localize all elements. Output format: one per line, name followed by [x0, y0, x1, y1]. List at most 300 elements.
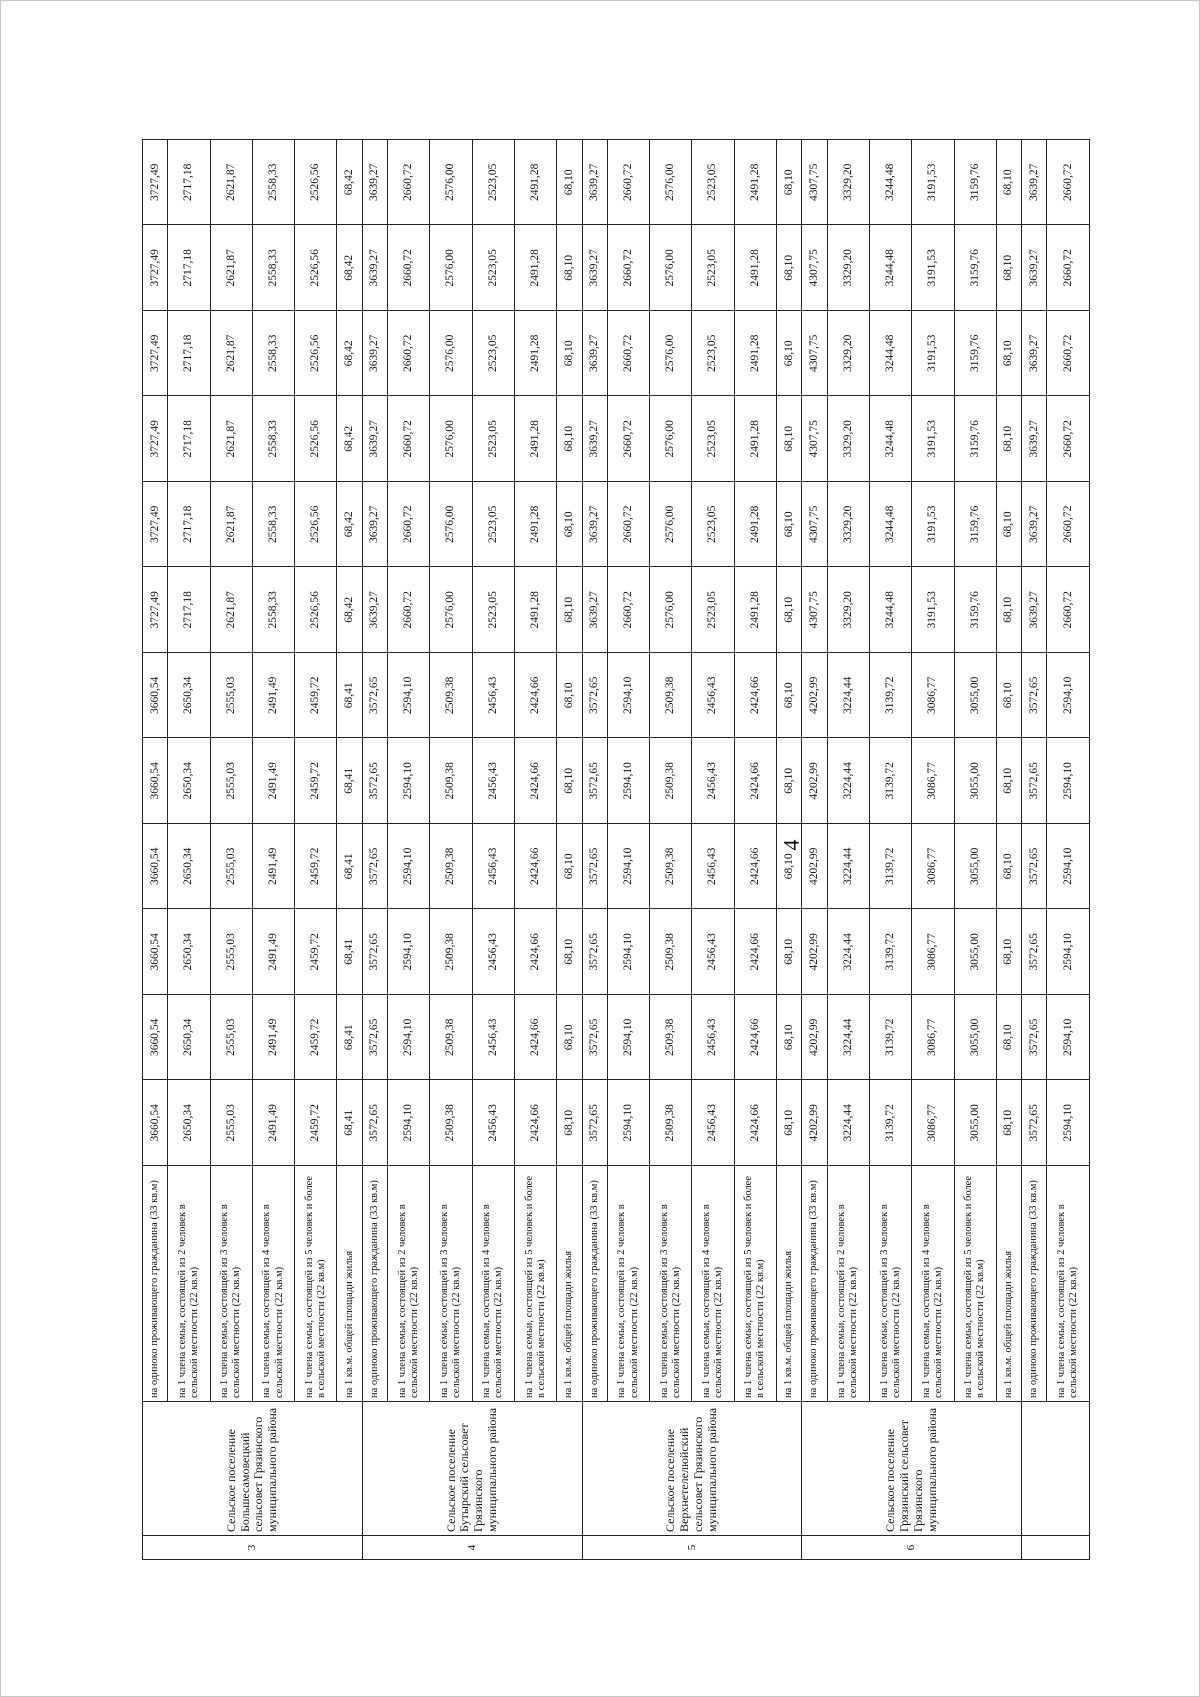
cost-value: 2456,43 — [472, 995, 514, 1081]
cost-value: 3572,65 — [582, 909, 607, 995]
cost-value: 3329,20 — [827, 140, 869, 226]
cost-value: 2509,38 — [430, 738, 472, 824]
cost-value: 68,10 — [996, 824, 1021, 910]
cost-value: 2660,72 — [1047, 396, 1090, 482]
cost-value: 2558,33 — [252, 567, 294, 653]
cost-value: 3055,00 — [954, 824, 996, 910]
table-row — [210, 140, 252, 1560]
cost-value: 3244,48 — [869, 225, 911, 311]
cost-value: 68,10 — [996, 995, 1021, 1081]
table-row — [472, 140, 514, 1560]
cost-value: 2660,72 — [388, 396, 430, 482]
table-row — [954, 140, 996, 1560]
cost-value: 2621,87 — [210, 396, 252, 482]
cost-value: 3639,27 — [362, 140, 387, 226]
cost-value: 3086,77 — [912, 653, 954, 739]
table-row — [430, 140, 472, 1560]
cost-value: 2424,66 — [514, 653, 556, 739]
cost-value: 3139,72 — [869, 738, 911, 824]
cost-value: 2424,66 — [514, 824, 556, 910]
cost-value: 4307,75 — [802, 567, 827, 653]
cost-value: 2594,10 — [607, 909, 649, 995]
cost-value: 2717,18 — [168, 311, 210, 397]
cost-value: 3572,65 — [362, 1080, 387, 1166]
cost-value: 68,10 — [777, 140, 802, 226]
cost-value: 3639,27 — [582, 225, 607, 311]
cost-value: 2523,05 — [472, 225, 514, 311]
settlement-name: Сельское поселение Бутырский сельсовет Грязинского муниципального района — [362, 1402, 582, 1536]
cost-value: 3191,53 — [912, 567, 954, 653]
cost-value: 2456,43 — [472, 653, 514, 739]
cost-value: 2491,28 — [734, 482, 776, 568]
norm-description: на 1 члена семьи, состоящей из 2 человек в сельской местности (22 кв.м) — [607, 1166, 649, 1402]
cost-value: 2424,66 — [734, 1080, 776, 1166]
cost-value: 2660,72 — [1047, 140, 1090, 226]
norm-description: на 1 члена семьи, состоящей из 2 человек в сельской местности (22 кв.м) — [168, 1166, 210, 1402]
cost-value: 3639,27 — [1022, 225, 1047, 311]
settlement-name — [1022, 1402, 1090, 1536]
cost-value: 2523,05 — [692, 311, 734, 397]
cost-value: 2424,66 — [514, 1080, 556, 1166]
cost-value: 2523,05 — [692, 482, 734, 568]
cost-value: 2456,43 — [472, 909, 514, 995]
cost-value: 68,10 — [996, 225, 1021, 311]
cost-value: 3572,65 — [362, 653, 387, 739]
cost-value: 3139,72 — [869, 653, 911, 739]
cost-value: 3329,20 — [827, 567, 869, 653]
cost-value: 68,10 — [996, 738, 1021, 824]
cost-value: 3244,48 — [869, 567, 911, 653]
cost-value: 3572,65 — [362, 824, 387, 910]
settlement-name: Сельское поселение Грязинский сельсовет Грязинского муниципального района — [802, 1402, 1022, 1536]
cost-value: 2621,87 — [210, 140, 252, 226]
norm-description: на 1 члена семьи, состоящей из 4 человек в сельской местности (22 кв.м) — [912, 1166, 954, 1402]
cost-value: 3055,00 — [954, 1080, 996, 1166]
cost-value: 2576,00 — [650, 225, 692, 311]
cost-value: 2576,00 — [650, 311, 692, 397]
tariff-table — [142, 139, 1090, 1560]
cost-value: 2660,72 — [388, 140, 430, 226]
cost-value: 3086,77 — [912, 995, 954, 1081]
cost-value: 68,10 — [996, 482, 1021, 568]
cost-value: 2650,34 — [168, 909, 210, 995]
cost-value: 2456,43 — [692, 738, 734, 824]
cost-value: 3224,44 — [827, 995, 869, 1081]
norm-description: на 1 кв.м. общей площади жилья — [996, 1166, 1021, 1402]
cost-value: 68,41 — [337, 653, 362, 739]
cost-value: 3191,53 — [912, 225, 954, 311]
cost-value: 3329,20 — [827, 225, 869, 311]
cost-value: 2594,10 — [607, 824, 649, 910]
cost-value: 3159,76 — [954, 311, 996, 397]
norm-description: на 1 члена семьи, состоящей из 5 человек и более в сельской местности (22 кв.м) — [954, 1166, 996, 1402]
cost-value: 2660,72 — [607, 225, 649, 311]
cost-value: 3159,76 — [954, 140, 996, 226]
cost-value: 68,10 — [557, 653, 582, 739]
cost-value: 68,10 — [557, 311, 582, 397]
cost-value: 2424,66 — [514, 995, 556, 1081]
cost-value: 2509,38 — [650, 909, 692, 995]
cost-value: 68,42 — [337, 482, 362, 568]
cost-value: 68,42 — [337, 311, 362, 397]
table-row — [388, 140, 430, 1560]
cost-value: 2509,38 — [430, 1080, 472, 1166]
norm-description: на 1 члена семьи, состоящей из 2 человек в сельской местности (22 кв.м) — [388, 1166, 430, 1402]
cost-value: 2576,00 — [430, 567, 472, 653]
cost-value: 68,10 — [996, 909, 1021, 995]
cost-value: 3086,77 — [912, 909, 954, 995]
norm-description: на 1 члена семьи, состоящей из 4 человек в сельской местности (22 кв.м) — [692, 1166, 734, 1402]
cost-value: 3224,44 — [827, 909, 869, 995]
cost-value: 3572,65 — [362, 995, 387, 1081]
cost-value: 3572,65 — [1022, 824, 1047, 910]
cost-value: 3329,20 — [827, 396, 869, 482]
cost-value: 2459,72 — [295, 1080, 337, 1166]
norm-description: на одиноко проживающего гражданина (33 кв.м) — [362, 1166, 387, 1402]
cost-value: 3639,27 — [1022, 567, 1047, 653]
cost-value: 2456,43 — [692, 909, 734, 995]
cost-value: 2491,28 — [734, 311, 776, 397]
cost-value: 4307,75 — [802, 311, 827, 397]
table-row — [692, 140, 734, 1560]
cost-value: 2650,34 — [168, 653, 210, 739]
cost-value: 2523,05 — [472, 567, 514, 653]
cost-value: 2509,38 — [650, 824, 692, 910]
table-row — [168, 140, 210, 1560]
cost-value: 2509,38 — [650, 738, 692, 824]
cost-value: 68,10 — [557, 396, 582, 482]
cost-value: 2555,03 — [210, 995, 252, 1081]
cost-value: 3572,65 — [362, 738, 387, 824]
cost-value: 3159,76 — [954, 567, 996, 653]
table-row — [912, 140, 954, 1560]
cost-value: 2459,72 — [295, 995, 337, 1081]
cost-value: 2491,28 — [514, 225, 556, 311]
cost-value: 3639,27 — [1022, 311, 1047, 397]
cost-value: 68,10 — [557, 225, 582, 311]
cost-value: 68,10 — [777, 824, 802, 910]
cost-value: 2576,00 — [650, 567, 692, 653]
cost-value: 68,41 — [337, 824, 362, 910]
cost-value: 3660,54 — [143, 738, 168, 824]
cost-value: 3639,27 — [582, 482, 607, 568]
cost-value: 2523,05 — [472, 482, 514, 568]
cost-value: 2424,66 — [734, 738, 776, 824]
cost-value: 3244,48 — [869, 396, 911, 482]
cost-value: 68,10 — [777, 482, 802, 568]
cost-value: 3224,44 — [827, 1080, 869, 1166]
cost-value: 3244,48 — [869, 311, 911, 397]
cost-value: 4202,99 — [802, 738, 827, 824]
cost-value: 2660,72 — [1047, 311, 1090, 397]
cost-value: 68,42 — [337, 396, 362, 482]
cost-value: 68,10 — [557, 1080, 582, 1166]
table-row — [734, 140, 776, 1560]
cost-value: 2491,28 — [514, 482, 556, 568]
cost-value: 2424,66 — [734, 995, 776, 1081]
cost-value: 3639,27 — [362, 567, 387, 653]
cost-value: 3572,65 — [1022, 1080, 1047, 1166]
cost-value: 2594,10 — [1047, 909, 1090, 995]
cost-value: 2509,38 — [430, 995, 472, 1081]
settlement-name: Сельское поселение Большесамовецкий сельсовет Грязинского муниципального района — [143, 1402, 363, 1536]
cost-value: 2621,87 — [210, 311, 252, 397]
cost-value: 4307,75 — [802, 396, 827, 482]
cost-value: 2660,72 — [388, 482, 430, 568]
cost-value: 3660,54 — [143, 824, 168, 910]
cost-value: 2594,10 — [388, 909, 430, 995]
cost-value: 2526,56 — [295, 567, 337, 653]
cost-value: 2491,49 — [252, 824, 294, 910]
cost-value: 2621,87 — [210, 225, 252, 311]
cost-value: 68,10 — [996, 567, 1021, 653]
cost-value: 4307,75 — [802, 140, 827, 226]
cost-value: 3244,48 — [869, 482, 911, 568]
cost-value: 68,10 — [777, 567, 802, 653]
cost-value: 2424,66 — [514, 738, 556, 824]
cost-value: 2650,34 — [168, 995, 210, 1081]
table-row — [295, 140, 337, 1560]
cost-value: 3086,77 — [912, 1080, 954, 1166]
cost-value: 2594,10 — [607, 995, 649, 1081]
cost-value: 3660,54 — [143, 653, 168, 739]
cost-value: 2491,28 — [514, 396, 556, 482]
cost-value: 2594,10 — [388, 824, 430, 910]
norm-description: на 1 кв.м. общей площади жилья — [777, 1166, 802, 1402]
norm-description: на 1 члена семьи, состоящей из 2 человек в сельской местности (22 кв.м) — [827, 1166, 869, 1402]
cost-value: 2558,33 — [252, 396, 294, 482]
cost-value: 3191,53 — [912, 482, 954, 568]
cost-value: 4307,75 — [802, 225, 827, 311]
cost-value: 2717,18 — [168, 140, 210, 226]
cost-value: 2523,05 — [692, 140, 734, 226]
cost-value: 2717,18 — [168, 225, 210, 311]
cost-value: 3639,27 — [1022, 396, 1047, 482]
cost-value: 3572,65 — [1022, 995, 1047, 1081]
cost-value: 2576,00 — [650, 482, 692, 568]
cost-value: 2491,49 — [252, 909, 294, 995]
cost-value: 3660,54 — [143, 1080, 168, 1166]
norm-description: на 1 кв.м. общей площади жилья — [337, 1166, 362, 1402]
cost-value: 2509,38 — [430, 824, 472, 910]
row-number: 5 — [582, 1536, 802, 1560]
cost-value: 4202,99 — [802, 824, 827, 910]
cost-value: 2717,18 — [168, 567, 210, 653]
cost-value: 2509,38 — [430, 909, 472, 995]
cost-value: 2491,28 — [734, 396, 776, 482]
cost-value: 2509,38 — [650, 995, 692, 1081]
cost-value: 2491,28 — [734, 225, 776, 311]
cost-value: 2576,00 — [650, 396, 692, 482]
norm-description: на 1 члена семьи, состоящей из 2 человек в сельской местности (22 кв.м) — [1047, 1166, 1090, 1402]
settlement-name: Сельское поселение Верхнетелелюйский сельсовет Грязинского муниципального района — [582, 1402, 802, 1536]
cost-value: 68,41 — [337, 1080, 362, 1166]
cost-value: 68,10 — [777, 738, 802, 824]
cost-value: 2576,00 — [430, 140, 472, 226]
cost-value: 2660,72 — [607, 396, 649, 482]
cost-value: 68,10 — [557, 738, 582, 824]
cost-value: 3159,76 — [954, 225, 996, 311]
cost-value: 2491,28 — [734, 140, 776, 226]
row-number — [1022, 1536, 1090, 1560]
table-row — [650, 140, 692, 1560]
cost-value: 2717,18 — [168, 482, 210, 568]
table-row — [362, 140, 387, 1560]
norm-description: на 1 члена семьи, состоящей из 3 человек в сельской местности (22 кв.м) — [869, 1166, 911, 1402]
cost-value: 3727,49 — [143, 567, 168, 653]
cost-value: 3244,48 — [869, 140, 911, 226]
cost-value: 2576,00 — [430, 225, 472, 311]
cost-value: 3572,65 — [582, 653, 607, 739]
cost-value: 4202,99 — [802, 653, 827, 739]
cost-value: 3639,27 — [362, 311, 387, 397]
cost-value: 2660,72 — [388, 567, 430, 653]
tariff-table-rotated — [142, 140, 1090, 1560]
norm-description: на 1 члена семьи, состоящей из 4 человек в сельской местности (22 кв.м) — [472, 1166, 514, 1402]
norm-description: на 1 члена семьи, состоящей из 3 человек в сельской местности (22 кв.м) — [650, 1166, 692, 1402]
cost-value: 2424,66 — [514, 909, 556, 995]
cost-value: 68,10 — [996, 140, 1021, 226]
row-number: 4 — [362, 1536, 582, 1560]
cost-value: 2558,33 — [252, 140, 294, 226]
norm-description: на 1 члена семьи, состоящей из 3 человек в сельской местности (22 кв.м) — [210, 1166, 252, 1402]
cost-value: 2526,56 — [295, 482, 337, 568]
cost-value: 2491,28 — [514, 140, 556, 226]
cost-value: 2594,10 — [607, 738, 649, 824]
cost-value: 3572,65 — [582, 824, 607, 910]
cost-value: 2594,10 — [388, 738, 430, 824]
cost-value: 3639,27 — [582, 140, 607, 226]
norm-description: на 1 члена семьи, состоящей из 5 человек и более в сельской местности (22 кв.м) — [295, 1166, 337, 1402]
cost-value: 2491,49 — [252, 1080, 294, 1166]
norm-description: на 1 члена семьи, состоящей из 4 человек в сельской местности (22 кв.м) — [252, 1166, 294, 1402]
cost-value: 3329,20 — [827, 311, 869, 397]
cost-value: 3639,27 — [582, 396, 607, 482]
cost-value: 3639,27 — [582, 311, 607, 397]
cost-value: 2509,38 — [650, 1080, 692, 1166]
cost-value: 68,10 — [557, 482, 582, 568]
cost-value: 2459,72 — [295, 653, 337, 739]
cost-value: 3727,49 — [143, 482, 168, 568]
cost-value: 3727,49 — [143, 311, 168, 397]
cost-value: 3139,72 — [869, 1080, 911, 1166]
cost-value: 2576,00 — [650, 140, 692, 226]
table-row — [607, 140, 649, 1560]
table-row — [557, 140, 582, 1560]
cost-value: 2650,34 — [168, 738, 210, 824]
cost-value: 2523,05 — [472, 311, 514, 397]
cost-value: 2621,87 — [210, 482, 252, 568]
cost-value: 2594,10 — [607, 653, 649, 739]
cost-value: 2594,10 — [1047, 1080, 1090, 1166]
norm-description: на 1 члена семьи, состоящей из 5 человек и более в сельской местности (22 кв.м) — [734, 1166, 776, 1402]
cost-value: 68,10 — [996, 396, 1021, 482]
cost-value: 2509,38 — [650, 653, 692, 739]
cost-value: 3727,49 — [143, 396, 168, 482]
cost-value: 3572,65 — [1022, 909, 1047, 995]
cost-value: 2660,72 — [607, 140, 649, 226]
norm-description: на одиноко проживающего гражданина (33 кв.м) — [1022, 1166, 1047, 1402]
cost-value: 3572,65 — [1022, 653, 1047, 739]
cost-value: 3191,53 — [912, 140, 954, 226]
cost-value: 2555,03 — [210, 824, 252, 910]
cost-value: 68,10 — [777, 225, 802, 311]
cost-value: 2526,56 — [295, 396, 337, 482]
cost-value: 68,10 — [557, 140, 582, 226]
cost-value: 2456,43 — [472, 824, 514, 910]
cost-value: 3224,44 — [827, 738, 869, 824]
cost-value: 68,41 — [337, 738, 362, 824]
table-row — [252, 140, 294, 1560]
cost-value: 68,10 — [557, 995, 582, 1081]
cost-value: 2660,72 — [1047, 567, 1090, 653]
cost-value: 2717,18 — [168, 396, 210, 482]
cost-value: 2555,03 — [210, 653, 252, 739]
cost-value: 2594,10 — [1047, 824, 1090, 910]
cost-value: 2491,49 — [252, 738, 294, 824]
cost-value: 4202,99 — [802, 995, 827, 1081]
cost-value: 2424,66 — [734, 909, 776, 995]
cost-value: 68,10 — [557, 824, 582, 910]
cost-value: 2555,03 — [210, 738, 252, 824]
cost-value: 3727,49 — [143, 225, 168, 311]
table-row — [802, 140, 827, 1560]
cost-value: 2594,10 — [1047, 995, 1090, 1081]
cost-value: 3639,27 — [582, 567, 607, 653]
cost-value: 2650,34 — [168, 1080, 210, 1166]
cost-value: 2621,87 — [210, 567, 252, 653]
cost-value: 2660,72 — [607, 482, 649, 568]
cost-value: 2491,28 — [514, 311, 556, 397]
cost-value: 2459,72 — [295, 909, 337, 995]
cost-value: 2456,43 — [472, 738, 514, 824]
cost-value: 2660,72 — [1047, 225, 1090, 311]
cost-value: 2526,56 — [295, 225, 337, 311]
cost-value: 3639,27 — [1022, 140, 1047, 226]
cost-value: 2576,00 — [430, 396, 472, 482]
cost-value: 2456,43 — [692, 824, 734, 910]
cost-value: 3139,72 — [869, 824, 911, 910]
cost-value: 3055,00 — [954, 738, 996, 824]
cost-value: 2594,10 — [388, 995, 430, 1081]
cost-value: 68,10 — [777, 1080, 802, 1166]
cost-value: 68,10 — [996, 311, 1021, 397]
cost-value: 2456,43 — [692, 1080, 734, 1166]
cost-value: 3572,65 — [582, 995, 607, 1081]
cost-value: 3224,44 — [827, 653, 869, 739]
cost-value: 3055,00 — [954, 653, 996, 739]
cost-value: 2558,33 — [252, 311, 294, 397]
cost-value: 2523,05 — [472, 396, 514, 482]
cost-value: 68,41 — [337, 995, 362, 1081]
norm-description: на одиноко проживающего гражданина (33 кв.м) — [802, 1166, 827, 1402]
cost-value: 3639,27 — [362, 482, 387, 568]
cost-value: 3572,65 — [582, 738, 607, 824]
cost-value: 2459,72 — [295, 824, 337, 910]
cost-value: 3055,00 — [954, 995, 996, 1081]
cost-value: 3159,76 — [954, 482, 996, 568]
norm-description: на 1 кв.м. общей площади жилья — [557, 1166, 582, 1402]
cost-value: 2594,10 — [607, 1080, 649, 1166]
cost-value: 2523,05 — [692, 396, 734, 482]
cost-value: 68,42 — [337, 225, 362, 311]
cost-value: 2660,72 — [1047, 482, 1090, 568]
table-row — [143, 140, 168, 1560]
cost-value: 68,10 — [777, 311, 802, 397]
cost-value: 68,10 — [996, 1080, 1021, 1166]
cost-value: 68,10 — [557, 567, 582, 653]
cost-value: 2660,72 — [388, 311, 430, 397]
